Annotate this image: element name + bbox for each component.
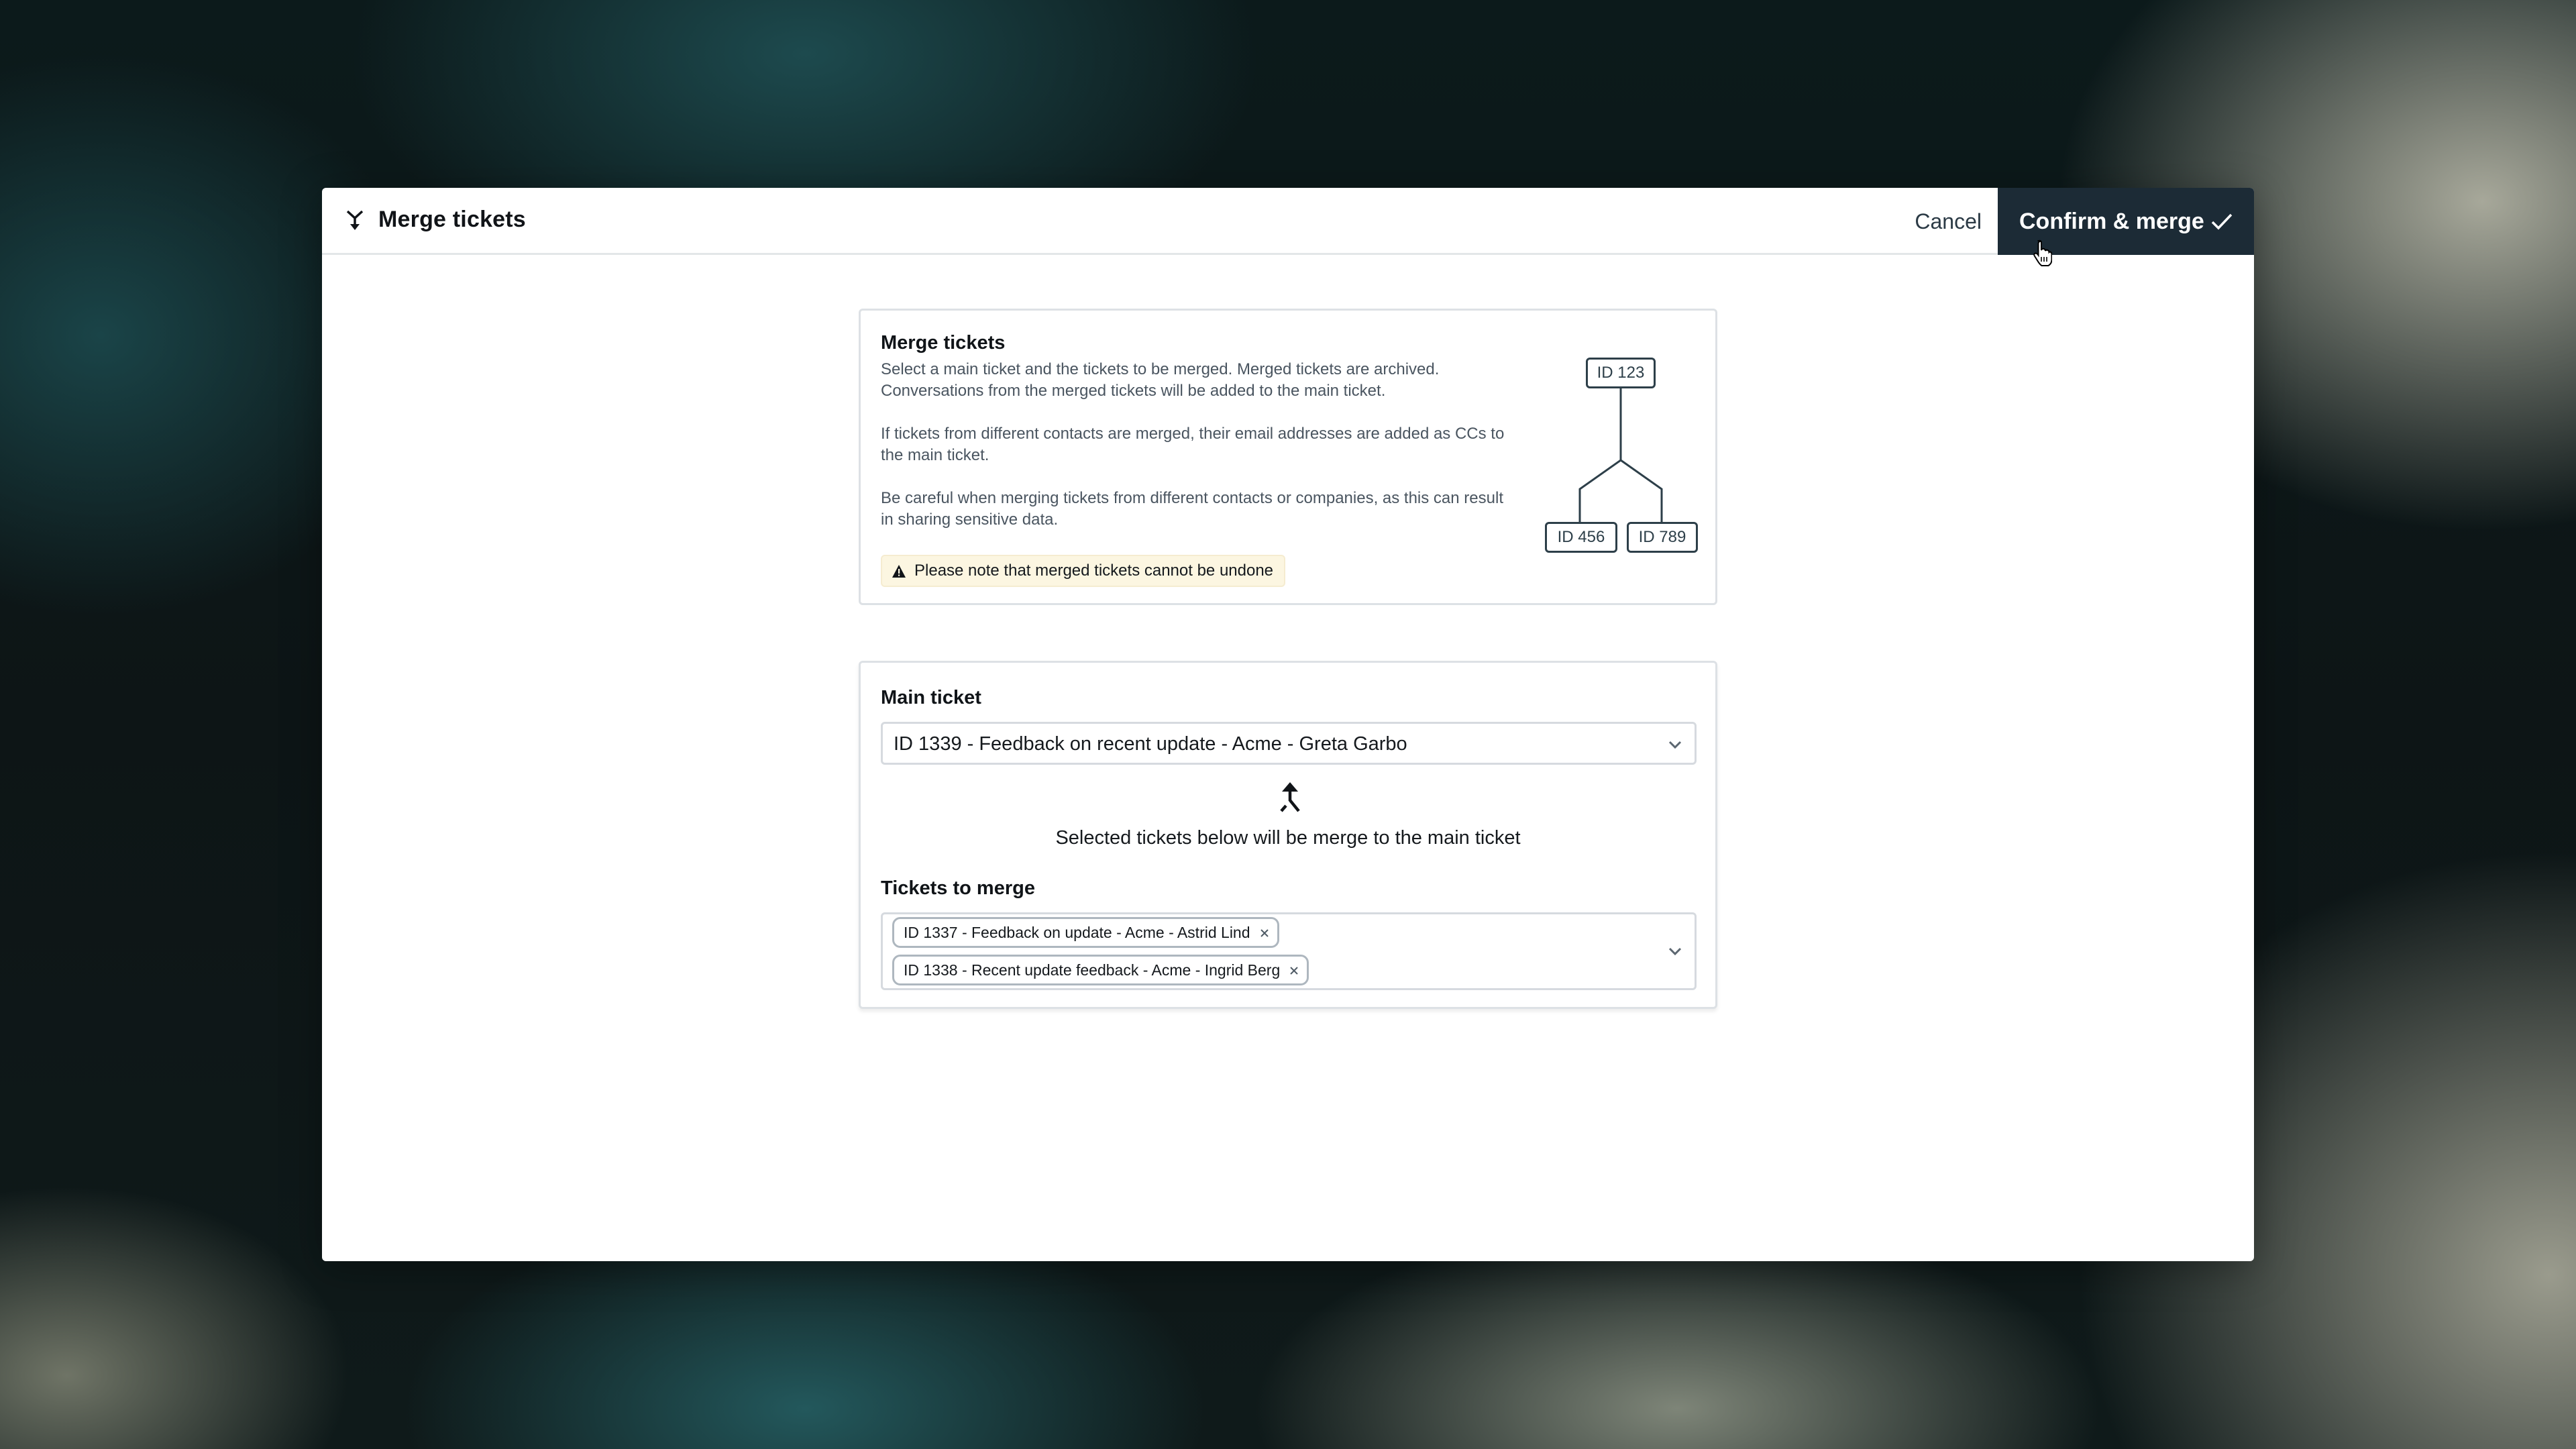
merge-info-card: [859, 309, 1717, 605]
modal-header: [322, 188, 2254, 255]
diagram-parent-id: ID 123: [1586, 358, 1656, 388]
merge-hint-text: Selected tickets below will be merge to the main ticket: [1055, 827, 1521, 849]
modal-title: Merge tickets: [378, 207, 526, 232]
undo-warning-banner: [881, 555, 1285, 587]
info-paragraph: Select a main ticket and the tickets to be merged. Merged tickets are archived. Conversations from the merged tickets will be added to the main ticket.: [881, 360, 1440, 400]
warning-triangle-icon: [892, 564, 906, 579]
diagram-child-id: ID 789: [1627, 522, 1698, 553]
ticket-chip: [892, 955, 1309, 985]
main-ticket-select[interactable]: [881, 722, 1697, 765]
info-title: Merge tickets: [881, 332, 1006, 354]
diagram-child-id: ID 456: [1545, 522, 1617, 553]
ticket-chip: [892, 917, 1279, 948]
merge-diagram: [1545, 358, 1699, 572]
confirm-merge-label: Confirm & merge: [2019, 208, 2204, 234]
ticket-chip-label: ID 1337 - Feedback on update - Acme - Astrid Lind: [904, 923, 1250, 941]
info-paragraph: If tickets from different contacts are merged, their email addresses are added as CCs to the main ticket.: [881, 425, 1505, 464]
chevron-down-icon: [1668, 740, 1682, 749]
info-paragraph: Be careful when merging tickets from different contacts or companies, as this can result in sharing sensitive data.: [881, 489, 1503, 529]
main-ticket-value: ID 1339 - Feedback on recent update - Acme - Greta Garbo: [894, 733, 1407, 755]
cancel-button[interactable]: Cancel: [1915, 205, 1982, 237]
merge-up-icon: [1277, 781, 1303, 816]
merge-tickets-modal: [322, 188, 2254, 1261]
remove-chip-icon[interactable]: [1260, 928, 1269, 938]
hand-cursor-icon: [2032, 239, 2052, 266]
ticket-chip-label: ID 1338 - Recent update feedback - Acme - Ingrid Berg: [904, 961, 1281, 979]
warning-text: Please note that merged tickets cannot be undone: [914, 561, 1274, 580]
chevron-down-icon: [1668, 947, 1682, 956]
merge-form-card: [859, 661, 1717, 1009]
check-icon: [2210, 209, 2234, 233]
tickets-to-merge-multiselect[interactable]: [881, 912, 1697, 990]
merge-down-icon: [345, 209, 365, 232]
main-ticket-label: Main ticket: [881, 687, 981, 708]
remove-chip-icon[interactable]: [1289, 966, 1299, 975]
tickets-to-merge-label: Tickets to merge: [881, 877, 1035, 899]
